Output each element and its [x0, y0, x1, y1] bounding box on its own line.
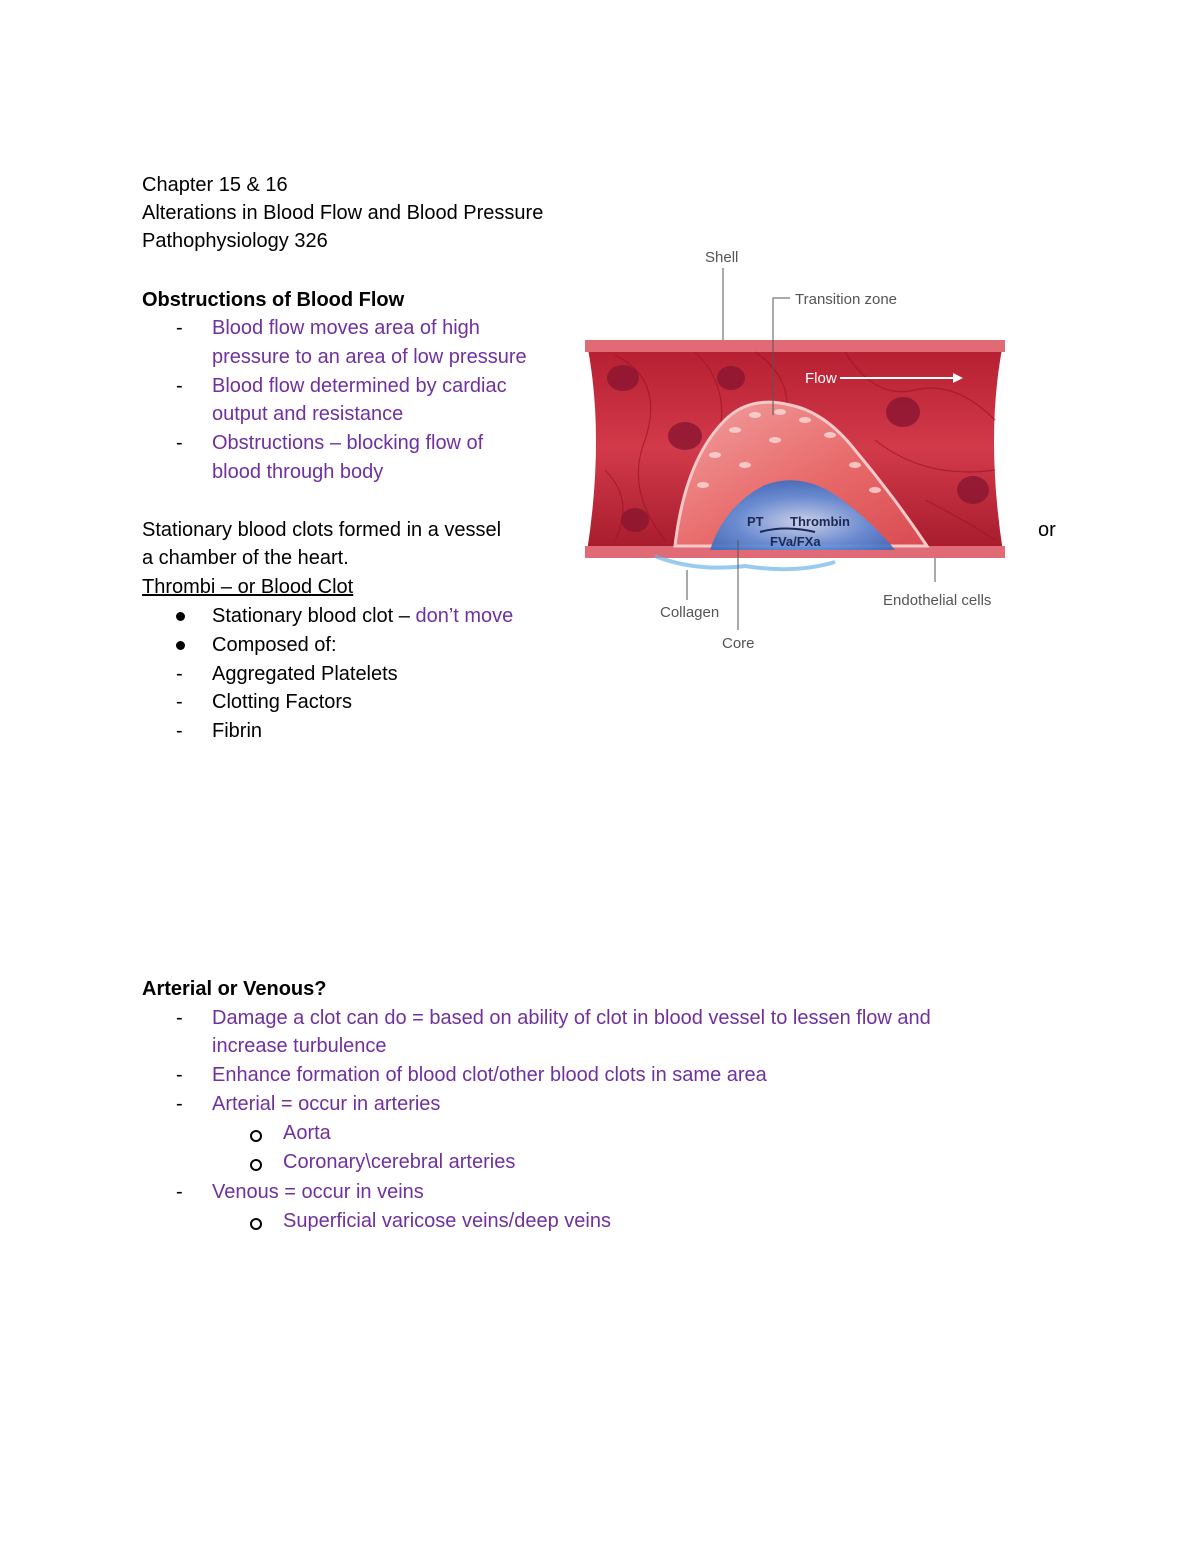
label-transition-zone: Transition zone	[795, 291, 897, 308]
label-collagen: Collagen	[660, 604, 720, 621]
dash-marker: -	[176, 1007, 183, 1029]
list-item: Venous = occur in veins	[212, 1181, 424, 1203]
list-item: Aggregated Platelets	[212, 663, 398, 685]
bullet-dot	[176, 641, 185, 650]
sub-bullet-circle	[250, 1130, 262, 1142]
course-line: Pathophysiology 326	[142, 230, 328, 252]
label-flow: Flow	[805, 370, 837, 387]
sub-list-item: Aorta	[283, 1122, 331, 1144]
definition-text-or: or	[1038, 519, 1056, 541]
list-item: Clotting Factors	[212, 691, 353, 713]
dash-marker: -	[176, 317, 183, 339]
list-item	[212, 602, 513, 631]
obstructions-heading: Obstructions of Blood Flow	[142, 289, 405, 311]
dash-marker: -	[176, 1093, 183, 1115]
list-item-continued: increase turbulence	[212, 1035, 387, 1057]
vessel-top-edge	[585, 340, 1005, 352]
document-title: Alterations in Blood Flow and Blood Pressure	[142, 202, 544, 224]
arterial-venous-heading: Arterial or Venous?	[142, 978, 327, 1000]
list-item: Enhance formation of blood clot/other blood clots in same area	[212, 1064, 767, 1086]
bullet-text-emphasis: don’t move	[415, 605, 514, 627]
definition-text: Stationary blood clots formed in a vessel	[142, 519, 502, 541]
definition-text-continued: a chamber of the heart.	[142, 547, 349, 569]
list-item-continued: blood through body	[212, 461, 384, 483]
dash-marker: -	[176, 720, 183, 742]
list-item-continued: output and resistance	[212, 403, 404, 425]
sub-list-item: Superficial varicose veins/deep veins	[283, 1210, 611, 1232]
dash-marker: -	[176, 691, 183, 713]
list-item: Blood flow moves area of high	[212, 317, 480, 339]
thrombus-illustration	[575, 240, 1015, 660]
sub-list-item: Coronary\cerebral arteries	[283, 1151, 516, 1173]
dash-marker: -	[176, 375, 183, 397]
thrombi-heading: Thrombi – or Blood Clot	[142, 576, 354, 598]
label-thrombin: Thrombin	[790, 514, 850, 529]
label-endothelial-cells: Endothelial cells	[883, 592, 992, 609]
list-item: Blood flow determined by cardiac	[212, 375, 507, 397]
list-item-continued: pressure to an area of low pressure	[212, 346, 527, 368]
list-item: Fibrin	[212, 720, 263, 742]
label-fva-fxa: FVa/FXa	[770, 534, 821, 549]
sub-bullet-circle	[250, 1159, 262, 1171]
dash-marker: -	[176, 663, 183, 685]
label-shell: Shell	[705, 249, 739, 266]
dash-marker: -	[176, 1181, 183, 1203]
dash-marker: -	[176, 1064, 183, 1086]
bullet-dot	[176, 612, 185, 621]
list-item: Arterial = occur in arteries	[212, 1093, 441, 1115]
bullet-text: Stationary blood clot –	[212, 605, 416, 627]
list-item: Damage a clot can do = based on ability of clot in blood vessel to lessen flow and	[212, 1007, 931, 1029]
list-item: Obstructions – blocking flow of	[212, 432, 484, 454]
label-pt: PT	[747, 514, 764, 529]
label-core: Core	[722, 635, 755, 652]
list-item: Composed of:	[212, 634, 337, 656]
chapter-line: Chapter 15 & 16	[142, 174, 288, 196]
sub-bullet-circle	[250, 1218, 262, 1230]
dash-marker: -	[176, 432, 183, 454]
